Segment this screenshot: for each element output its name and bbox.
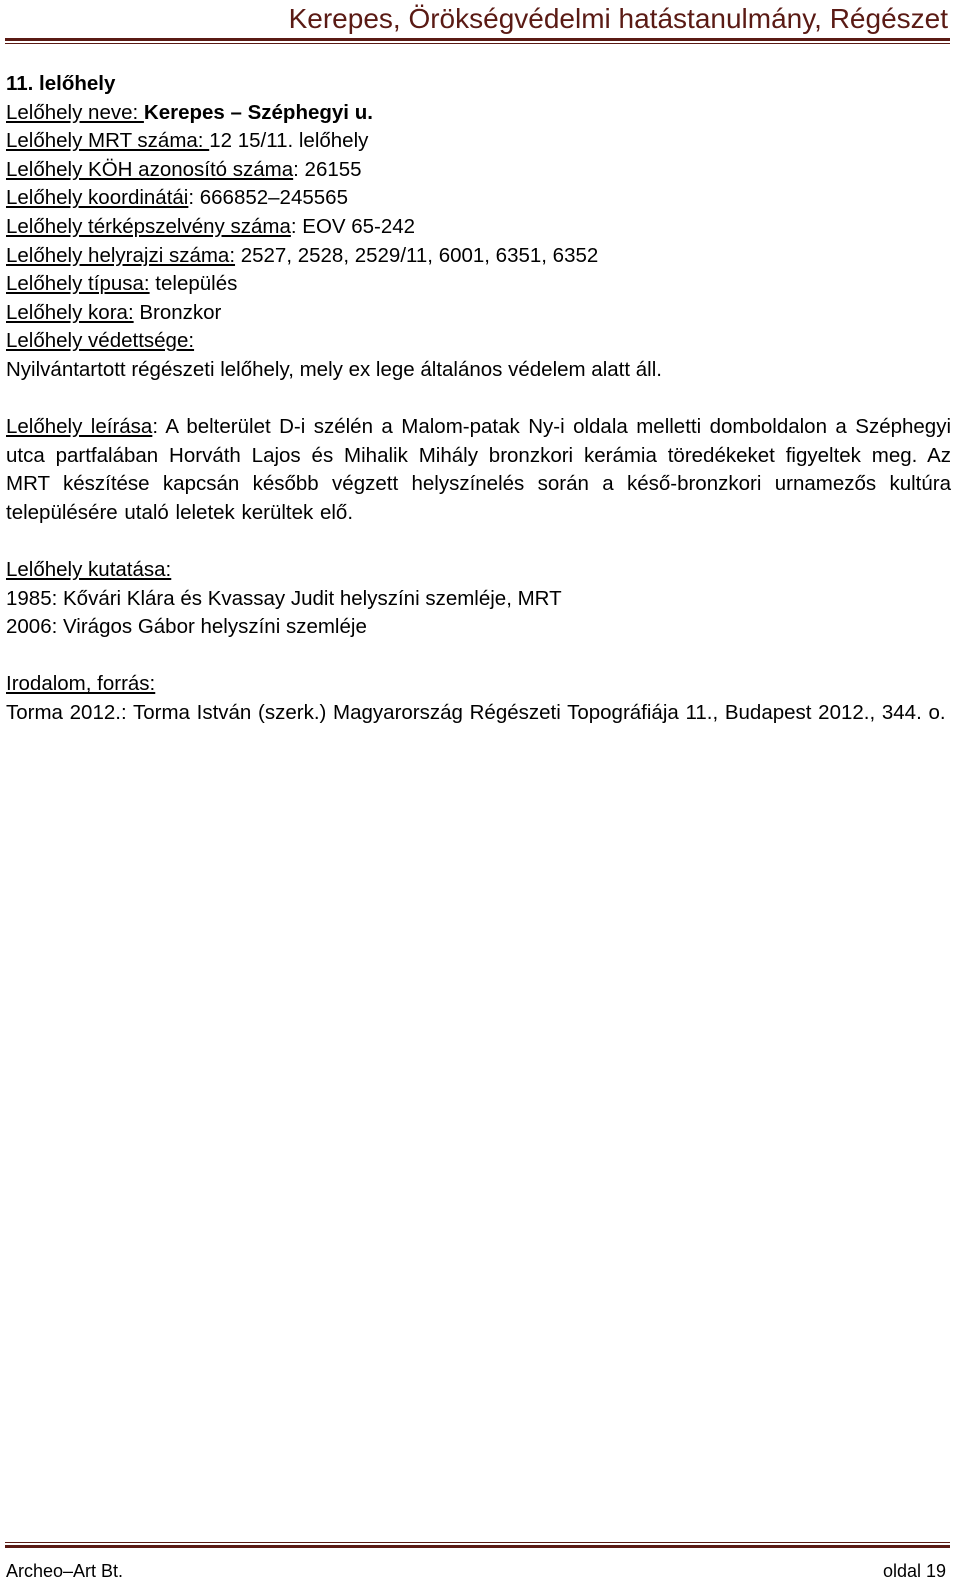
site-protection-value: Nyilvántartott régészeti lelőhely, mely ex lege általános védelem alatt áll. <box>6 357 662 381</box>
site-heading: 11. lelőhely <box>6 72 116 95</box>
site-research-row <box>6 556 951 585</box>
site-literature-value: Torma 2012.: Torma István (szerk.) Magyarország Régészeti Topográfiája 11., Budapest 2012., 344. o. <box>6 701 946 725</box>
site-coordinates-value: : 666852–245565 <box>188 186 348 210</box>
site-protection-label: Lelőhely védettsége: <box>6 329 195 353</box>
footer-divider <box>5 1542 950 1548</box>
site-type-row <box>6 270 951 299</box>
site-mrt-label: Lelőhely MRT száma: <box>6 129 210 153</box>
site-description-value: : A belterület D-i szélén a Malom-patak Ny-i oldala melletti domboldalon a Széphegyi utca partfalában Horváth Lajos és Mihalik Mihály bronzkori kerámia töredékeket figyeltek meg. Az MRT készítése kapcsán később végzett helyszínelés során a késő-bronzkori urnamezős kultúra településére utaló leletek kerültek elő. <box>6 415 951 524</box>
site-age-label: Lelőhely kora: <box>6 300 134 324</box>
site-coordinates-label: Lelőhely koordinátái <box>6 186 189 210</box>
spacer <box>6 528 951 557</box>
footer-company: Archeo–Art Bt. <box>6 1561 124 1581</box>
research-item: 2006: Virágos Gábor helyszíni szemléje <box>6 615 367 639</box>
document-header-title: Kerepes, Örökségvédelmi hatástanulmány, Régészet <box>288 3 948 34</box>
spacer <box>6 642 951 671</box>
site-literature-label: Irodalom, forrás: <box>6 672 156 696</box>
site-research-label: Lelőhely kutatása: <box>6 558 172 582</box>
site-koh-label: Lelőhely KÖH azonosító száma <box>6 157 294 181</box>
site-mrt-row <box>6 127 951 156</box>
site-coordinates-row <box>6 184 951 213</box>
site-parcel-row <box>6 242 951 271</box>
site-protection-row <box>6 327 951 356</box>
site-map-sheet-label: Lelőhely térképszelvény száma <box>6 214 291 238</box>
site-name-value: Kerepes – Széphegyi u. <box>143 100 373 124</box>
site-parcel-label: Lelőhely helyrajzi száma: <box>6 243 236 267</box>
site-koh-row <box>6 156 951 185</box>
site-description-label: Lelőhely leírása <box>6 415 153 439</box>
site-age-row <box>6 299 951 328</box>
site-koh-value: : 26155 <box>293 157 362 181</box>
site-type-value: település <box>149 272 238 296</box>
site-record <box>6 70 951 728</box>
site-type-label: Lelőhely típusa: <box>6 272 150 296</box>
site-name-label: Lelőhely neve: <box>6 100 144 124</box>
site-age-value: Bronzkor <box>133 300 222 324</box>
footer-page-number: oldal 19 <box>882 1561 946 1581</box>
site-name-row <box>6 99 951 128</box>
spacer <box>6 385 951 414</box>
site-literature-row <box>6 670 951 699</box>
site-description <box>6 413 951 527</box>
site-mrt-value: 12 15/11. lelőhely <box>209 129 369 153</box>
research-item: 1985: Kővári Klára és Kvassay Judit helyszíni szemléje, MRT <box>6 586 562 610</box>
site-parcel-value: 2527, 2528, 2529/11, 6001, 6351, 6352 <box>235 243 599 267</box>
header-divider <box>5 38 950 44</box>
site-map-sheet-value: : EOV 65-242 <box>290 214 416 238</box>
site-map-sheet-row <box>6 213 951 242</box>
